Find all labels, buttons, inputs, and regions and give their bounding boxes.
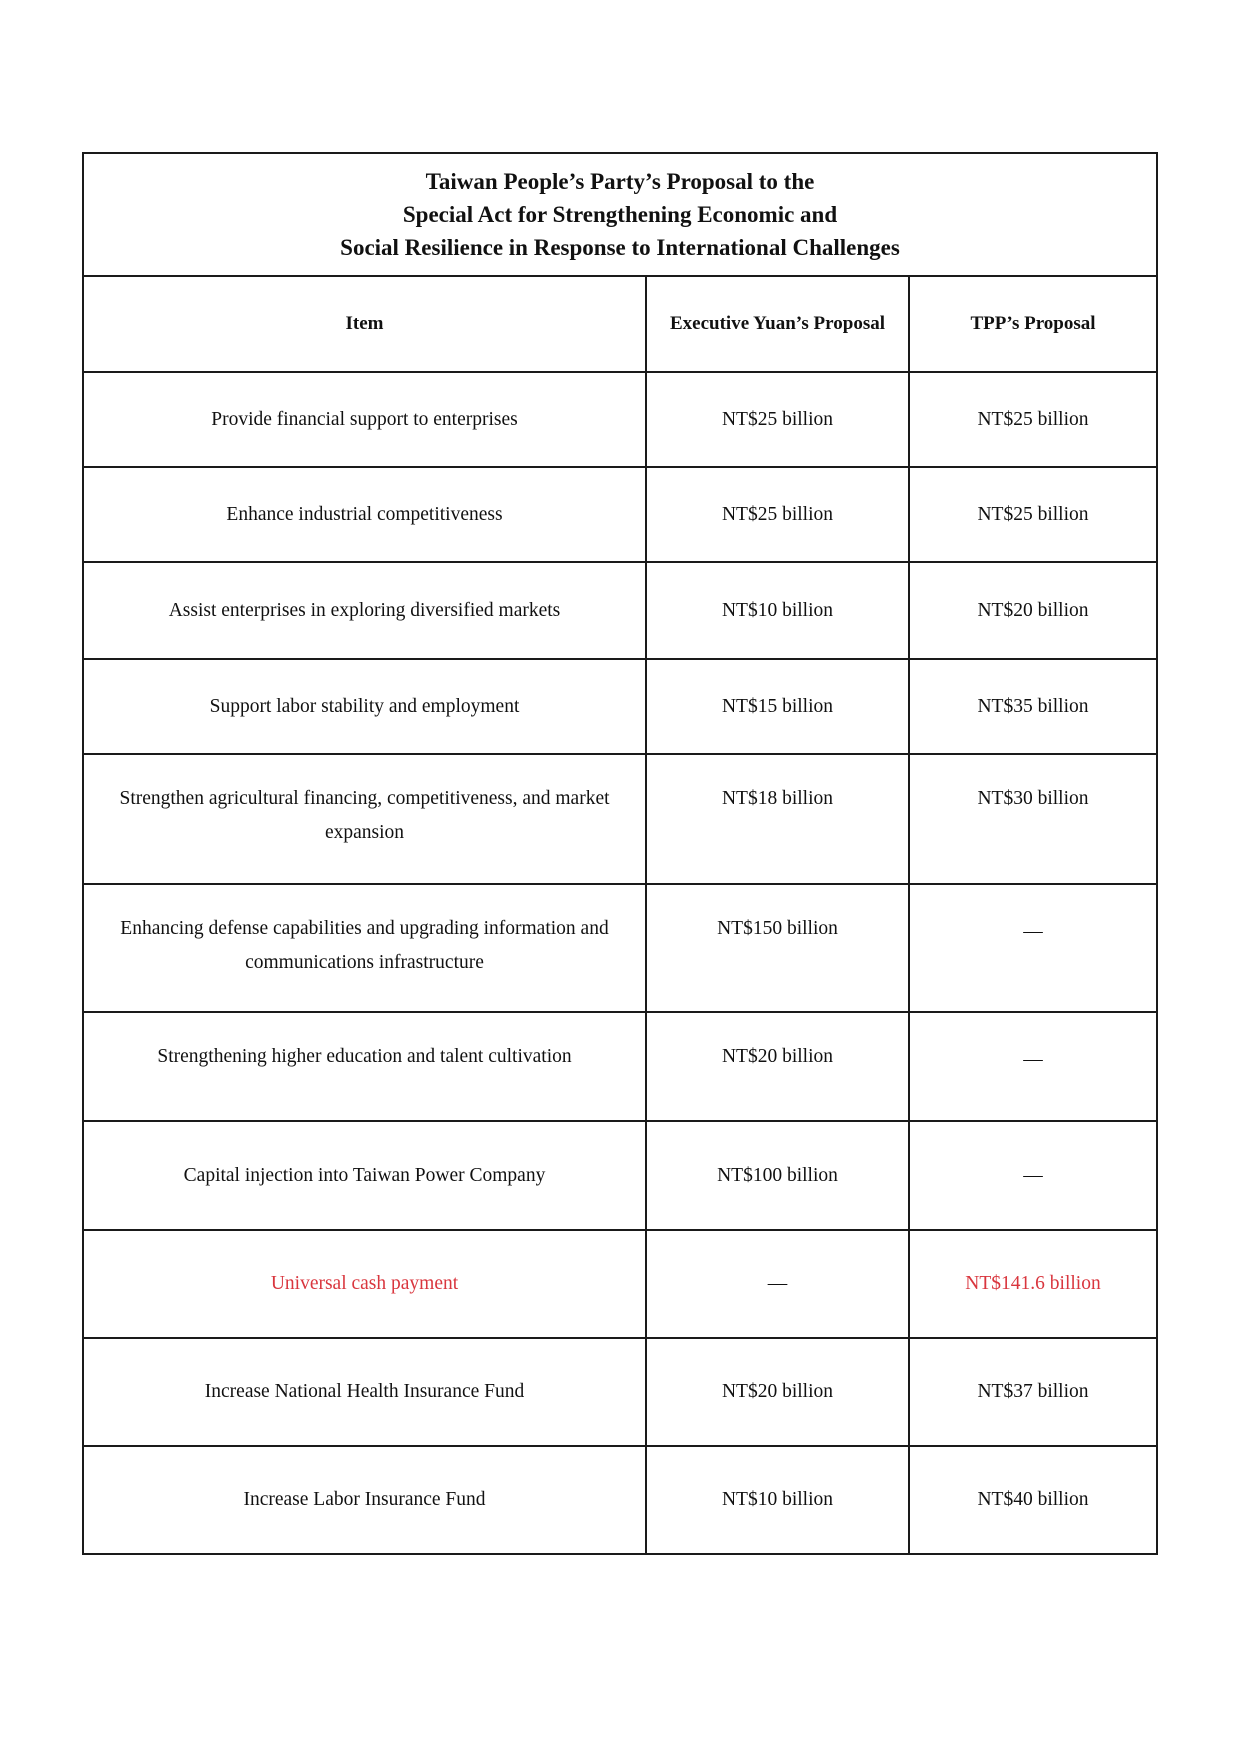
column-header-executive: Executive Yuan’s Proposal [646, 276, 909, 372]
row-item: Increase Labor Insurance Fund [83, 1446, 646, 1554]
table-row [83, 1121, 1157, 1230]
row-executive-value: NT$20 billion [646, 1338, 909, 1446]
table-row [83, 467, 1157, 562]
row-executive-value: NT$25 billion [646, 467, 909, 562]
row-executive-value: NT$10 billion [646, 1446, 909, 1554]
row-executive-value: NT$150 billion [646, 884, 909, 1012]
row-tpp-value: NT$37 billion [909, 1338, 1157, 1446]
row-tpp-value: NT$25 billion [909, 467, 1157, 562]
table-row-highlighted [83, 1230, 1157, 1338]
title-line-3: Social Resilience in Response to International Challenges [340, 235, 900, 260]
table-row [83, 562, 1157, 659]
row-tpp-value: — [909, 1012, 1157, 1121]
row-tpp-value: NT$25 billion [909, 372, 1157, 467]
table-row [83, 1012, 1157, 1121]
row-item: Increase National Health Insurance Fund [83, 1338, 646, 1446]
row-executive-value: NT$100 billion [646, 1121, 909, 1230]
table-row [83, 754, 1157, 884]
row-item: Strengthen agricultural financing, competitiveness, and market expansion [83, 754, 646, 884]
column-header-item: Item [83, 276, 646, 372]
title-line-2: Special Act for Strengthening Economic and [402, 202, 838, 227]
table-title-row [83, 153, 1157, 276]
row-item: Enhancing defense capabilities and upgrading information and communications infrastructure [83, 884, 646, 1012]
row-tpp-value: NT$30 billion [909, 754, 1157, 884]
table-header-row [83, 276, 1157, 372]
row-item: Strengthening higher education and talent cultivation [83, 1012, 646, 1121]
table-row [83, 659, 1157, 754]
table-title [83, 153, 1157, 276]
row-item: Capital injection into Taiwan Power Company [83, 1121, 646, 1230]
row-executive-value: NT$20 billion [646, 1012, 909, 1121]
row-tpp-value: NT$35 billion [909, 659, 1157, 754]
title-line-1: Taiwan People’s Party’s Proposal to the [425, 169, 815, 194]
row-item-highlighted: Universal cash payment [83, 1230, 646, 1338]
table-row [83, 372, 1157, 467]
table-row [83, 1446, 1157, 1554]
row-item: Provide financial support to enterprises [83, 372, 646, 467]
row-executive-value: — [646, 1230, 909, 1338]
proposal-table [82, 152, 1158, 1555]
row-tpp-value: NT$40 billion [909, 1446, 1157, 1554]
row-item: Enhance industrial competitiveness [83, 467, 646, 562]
table-row [83, 1338, 1157, 1446]
row-executive-value: NT$15 billion [646, 659, 909, 754]
row-executive-value: NT$25 billion [646, 372, 909, 467]
row-executive-value: NT$10 billion [646, 562, 909, 659]
row-item: Assist enterprises in exploring diversified markets [83, 562, 646, 659]
row-tpp-value: — [909, 884, 1157, 1012]
row-item: Support labor stability and employment [83, 659, 646, 754]
row-tpp-value-highlighted: NT$141.6 billion [909, 1230, 1157, 1338]
row-tpp-value: — [909, 1121, 1157, 1230]
column-header-tpp: TPP’s Proposal [909, 276, 1157, 372]
row-tpp-value: NT$20 billion [909, 562, 1157, 659]
row-executive-value: NT$18 billion [646, 754, 909, 884]
table-row [83, 884, 1157, 1012]
